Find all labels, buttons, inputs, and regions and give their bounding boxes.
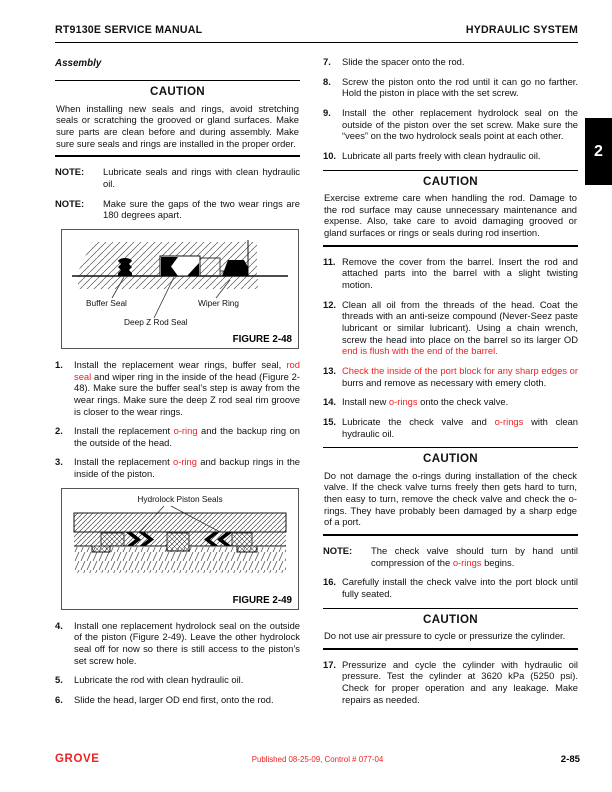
step-text: Install the replacement o-ring and backup rings in the inside of the piston. xyxy=(74,456,300,480)
step-text: Screw the piston onto the rod until it can go no farther. Hold the piston in place with the set screw. xyxy=(342,75,578,99)
step-text: Check the inside of the port block for any sharp edges or burrs and remove as necessary with emery cloth. xyxy=(342,364,578,388)
label-deep-z-rod-seal: Deep Z Rod Seal xyxy=(124,316,188,327)
step-15 xyxy=(323,416,578,439)
step-3 xyxy=(55,456,300,479)
caution-title: CAUTION xyxy=(423,452,478,466)
step-7 xyxy=(323,56,578,68)
caution-title: CAUTION xyxy=(423,612,478,626)
step-text: Carefully install the check valve into the port block until fully seated. xyxy=(342,576,578,599)
note-text: Make sure the gaps of the two wear rings are 180 degrees apart. xyxy=(103,197,300,221)
step-4 xyxy=(55,620,300,667)
step-number: 4. xyxy=(55,619,63,631)
step-number: 17. xyxy=(323,658,337,670)
step-number: 16. xyxy=(323,576,337,588)
brand-logo: GROVE xyxy=(55,752,100,765)
step-number: 6. xyxy=(55,694,63,706)
figure-2-48 xyxy=(61,229,299,349)
right-column xyxy=(323,56,578,714)
page-number: 2-85 xyxy=(560,753,580,765)
caution-text: Exercise extreme care when handling the rod. Damage to the rod surface may cause unnecessary maintenance and expense. Also, take care to avoid damaging grooved or gland surfaces or rings or seals during rod insertion. xyxy=(324,192,577,239)
page-header xyxy=(55,24,578,43)
step-number: 11. xyxy=(323,255,336,267)
buffer-seal-shape xyxy=(118,258,132,276)
publish-info: Published 08-25-09, Control # 077-04 xyxy=(251,754,384,764)
section-heading: Assembly xyxy=(55,58,102,70)
caution-text: When installing new seals and rings, avoid stretching seals or scratching the grooved or gland surfaces. Make sure parts are clean before and during assembly. Make sure sure seals and rings are installed in the proper order. xyxy=(56,102,299,149)
step-number: 15. xyxy=(323,415,337,427)
figure-2-49-drawing xyxy=(62,489,298,609)
step-17 xyxy=(323,659,578,706)
step-6 xyxy=(55,694,300,706)
note-text: Lubricate seals and rings with clean hydraulic oil. xyxy=(103,166,300,189)
step-11 xyxy=(323,256,578,291)
note-label: NOTE: xyxy=(55,166,85,178)
page-footer xyxy=(55,752,580,766)
step-number: 5. xyxy=(55,674,63,686)
step-text: Slide the spacer onto the rod. xyxy=(342,56,465,68)
figure-caption: FIGURE 2-48 xyxy=(232,333,292,345)
step-number: 13. xyxy=(323,364,337,376)
step-number: 2. xyxy=(55,425,63,437)
header-right-title: HYDRAULIC SYSTEM xyxy=(465,24,578,36)
step-1 xyxy=(55,359,300,417)
step-text: Install the replacement o-ring and the backup ring on the outside of the head. xyxy=(74,425,300,448)
caution-text: Do not use air pressure to cycle or pressurize the cylinder. xyxy=(324,629,566,641)
step-number: 3. xyxy=(55,456,63,468)
step-10 xyxy=(323,150,578,162)
step-number: 12. xyxy=(323,298,337,310)
step-number: 1. xyxy=(55,358,63,370)
step-5 xyxy=(55,674,300,686)
step-8 xyxy=(323,76,578,99)
note-2 xyxy=(55,198,300,221)
label-hydrolock-piston-seals: Hydrolock Piston Seals xyxy=(137,493,223,504)
figure-caption: FIGURE 2-49 xyxy=(232,594,292,606)
caution-box-1 xyxy=(55,80,300,157)
step-number: 8. xyxy=(323,75,331,87)
step-number: 10. xyxy=(323,150,337,162)
step-number: 14. xyxy=(323,396,337,408)
caution-box-3 xyxy=(323,447,578,536)
label-buffer-seal: Buffer Seal xyxy=(86,297,127,308)
step-text: Install one replacement hydrolock seal on the outside of the piston (Figure 2-49). Leave the other hydrolock seal off for now so there is still access to the piston’s set screw hole. xyxy=(74,619,300,666)
step-number: 9. xyxy=(323,107,331,119)
left-column xyxy=(55,56,300,714)
caution-box-2 xyxy=(323,170,578,247)
step-12 xyxy=(323,299,578,357)
step-14 xyxy=(323,396,578,408)
step-text: Clean all oil from the threads of the head. Coat the threads with an anti-seize compound (Never-Seez paste lubricant or similar lubricant). Using a chain wrench, screw the head into place on the barrel so its larger OD end is flush with the end of the barrel. xyxy=(342,298,578,357)
step-text: Install new o-rings onto the check valve. xyxy=(342,396,509,408)
step-text: Pressurize and cycle the cylinder with hydraulic oil pressure. Test the cylinder at 3620 kPa (5250 psi). Check for proper operation and any leakage. Make repairs as needed. xyxy=(342,658,578,705)
step-text: Install the replacement wear rings, buffer seal, rod seal and wiper ring in the inside of the head (Figure 2-48). Make sure the buffer seal’s step is away from the wear rings. Make sure the deep Z rod seal rim groove is closer to the wear rings. xyxy=(74,358,300,417)
chapter-tab: 2 xyxy=(585,118,612,185)
step-text: Lubricate the check valve and o-rings with clean hydraulic oil. xyxy=(342,415,579,439)
label-wiper-ring: Wiper Ring xyxy=(198,297,240,308)
step-text: Lubricate all parts freely with clean hydraulic oil. xyxy=(342,150,541,162)
step-text: Slide the head, larger OD end first, onto the rod. xyxy=(74,694,274,706)
header-left-title: RT9130E SERVICE MANUAL xyxy=(55,24,203,36)
caution-text: Do not damage the o-rings during installation of the check valve. If the check valve turns freely then gets hard to turn, then easy to turn, remove the check valve and check the o-rings. They have probably been damaged by a sharp edge of a port. xyxy=(324,469,577,528)
note-check-valve xyxy=(323,545,578,568)
caution-title: CAUTION xyxy=(423,174,478,188)
step-9 xyxy=(323,107,578,142)
figure-2-48-drawing xyxy=(62,230,298,348)
figure-2-49 xyxy=(61,488,299,610)
note-text: The check valve should turn by hand until compression of the o-rings begins. xyxy=(371,544,578,568)
caution-title: CAUTION xyxy=(150,85,205,99)
note-label: NOTE: xyxy=(55,197,85,209)
step-text: Lubricate the rod with clean hydraulic oil. xyxy=(74,674,244,686)
step-13 xyxy=(323,365,578,388)
step-text: Remove the cover from the barrel. Insert the rod and attached parts into the barrel with a slight twisting motion. xyxy=(342,255,578,291)
step-text: Install the other replacement hydrolock seal on the outside of the piston over the set screw. Make sure the “vees” on the two hydrolock seals point at each other. xyxy=(342,107,578,142)
step-16 xyxy=(323,576,578,599)
step-2 xyxy=(55,425,300,448)
note-1 xyxy=(55,166,300,189)
step-number: 7. xyxy=(323,56,331,68)
note-label: NOTE: xyxy=(323,544,353,556)
caution-box-4 xyxy=(323,608,578,650)
